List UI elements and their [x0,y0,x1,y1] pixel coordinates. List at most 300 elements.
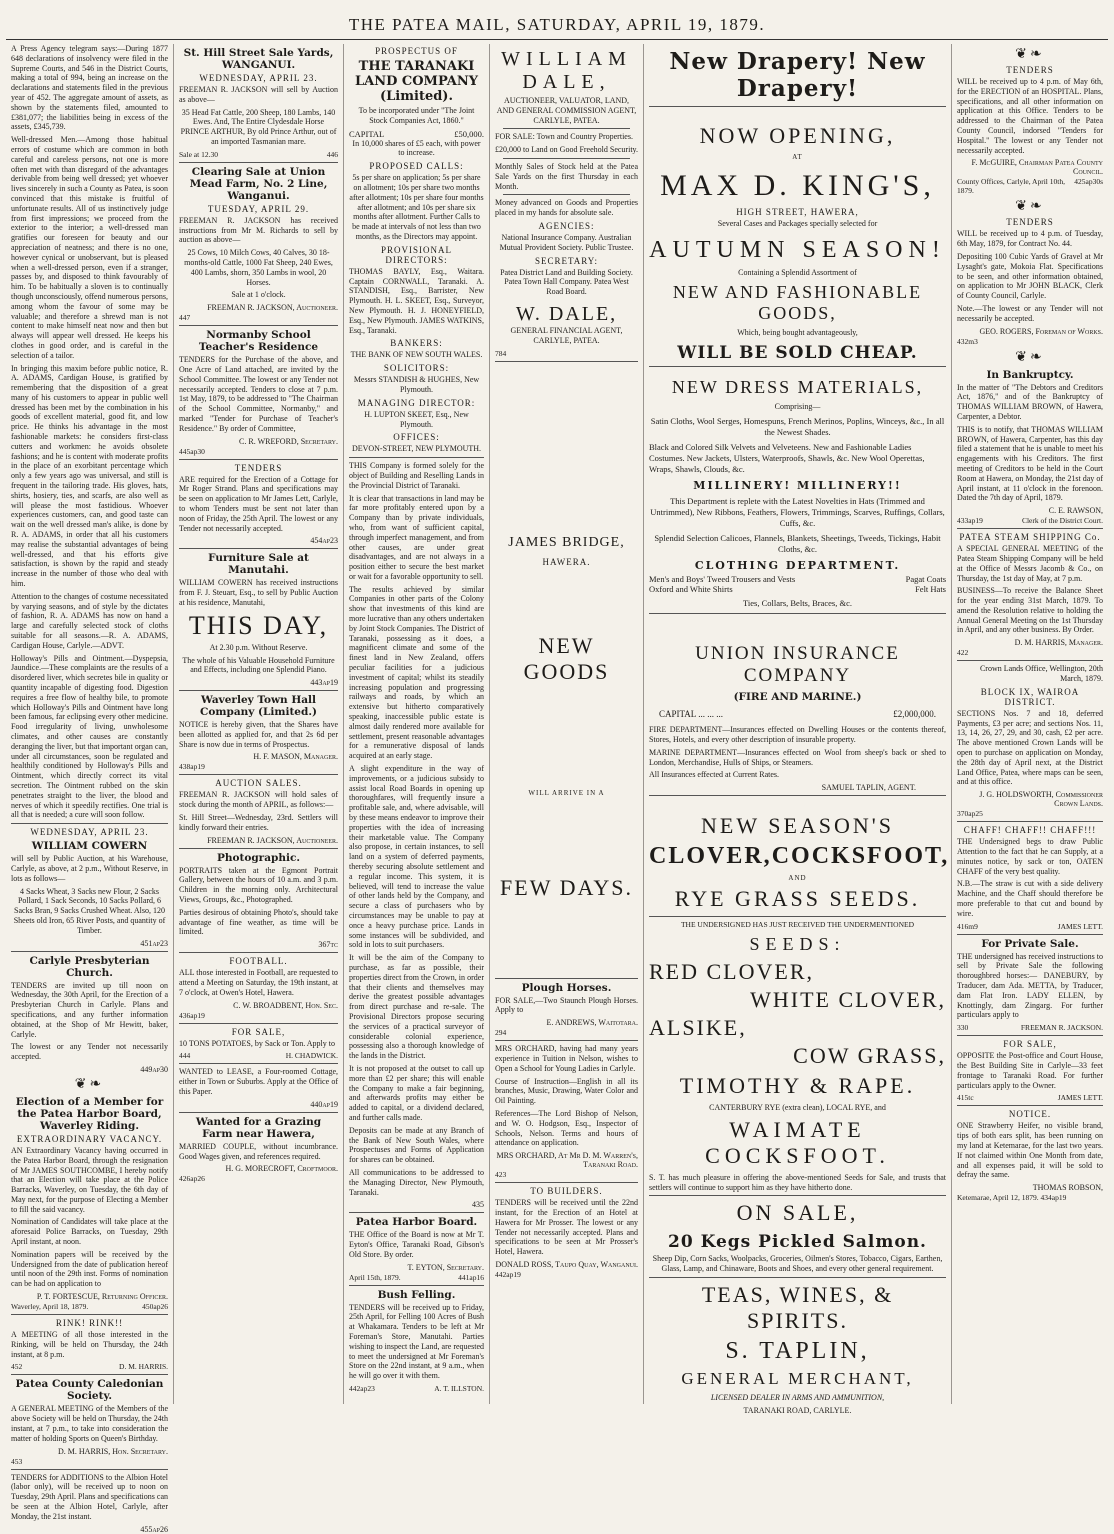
bankruptcy-heading: In Bankruptcy. [986,368,1074,381]
this-day: THIS DAY, [188,610,329,640]
capital-label: CAPITAL [349,128,385,139]
plough-paragraph: FOR SALE,—Two Staunch Plough Horses. Apply to [495,995,638,1015]
ref-code: 442ap19 [495,1269,521,1279]
block-paragraph: SECTIONS Nos. 7 and 18, deferred Payments, £3 per acre; and sections Nos. 11, 13, 14, 26, 27, 29, and 30, cash, £2 per acre. The above mentioned Crown Lands will be open to purchase on application on Monday, the 28th day of April next, at the District Land Office, Patea, where maps can be seen, and at this office. [957,708,1103,787]
divider [957,821,1103,822]
spacer [495,365,638,517]
vacancy-heading: EXTRAORDINARY VACANCY. [16,1133,163,1144]
clover-row [649,843,950,870]
crown-lands-line: Crown Lands Office, Wellington, 20th March, 1879. [979,664,1103,684]
column-2 [174,44,344,1404]
opening-heading: NOW OPENING, [699,123,896,148]
seeds-label: SEEDS: [749,933,846,954]
body-paragraph-1: THIS Company is formed solely for the object of Building and Reselling Lands in the Provincial District of Taranaki. [349,461,484,490]
clearing-ref [179,313,338,322]
private-sale-heading: For Private Sale. [981,937,1079,950]
normanby-paragraph: TENDERS for the Purchase of the above, and One Acre of Land attached, are invited by the School Committee. The lowest or any Tender not necessarily accepted. Tenders to close at 7 p.m. 1st May, 1879, to be addressed to "The Chairman of the School Committee, Normanby," and marked "Tender for Purchase of Teacher's Residence." By order of Committee, [179,355,338,433]
bankruptcy-signature: C. E. RAWSON, [1048,506,1103,516]
clearing-paragraph: FREEMAN R. JACKSON has received instructions from Mr M. Richards to sell by auction as above— [179,215,338,245]
harbor-signature: T. EYTON, Secretary. [407,1262,484,1272]
waverley-heading: Waverley Town Hall Company (Limited.) [200,694,317,719]
farm-heading: Wanted for a Grazing Farm near Hawera, [195,1115,322,1140]
md-heading: MANAGING DIRECTOR: [357,397,476,408]
auction-signature: FREEMAN R. JACKSON, Auctioneer. [207,835,338,845]
normanby-heading: Normanby School Teacher's Residence [198,329,319,354]
divider [649,795,946,796]
ornament: ❦❧ [74,1076,105,1092]
high-street: HIGH STREET, HAWERA, [736,207,859,217]
alsike: ALSIKE, [649,1014,747,1040]
ref-signature: Clerk of the District Court. [1021,516,1103,526]
caledonian-signature: D. M. HARRIS, Hon. Secretary. [58,1446,168,1456]
cowern-paragraph: will sell by Public Auction, at his Warehouse, Carlyle, as above, at 2 p.m., Without Reserve, in lots as follows— [11,854,168,883]
arrive-label: WILL ARRIVE IN A [528,788,605,797]
agencies-heading: AGENCIES: [538,220,595,231]
spacer [649,799,946,809]
divider [649,1277,946,1278]
column-5 [644,44,952,1415]
photo-ref: 367tc [318,940,338,950]
sale-date: WEDNESDAY, APRIL 23. [30,827,149,838]
plough-ref [495,1028,638,1037]
holloway-paragraph: Holloway's Pills and Ointment.—Dyspepsia, Jaundice.—These complaints are the results of a disordered liver, which secretes bile in quality or quantity incapable of digesting food. Digestion requires a free flow of healthy bile, to promote which Holloway's Pills and Ointment have long been famous, far eclipsing every other medicine. Food irregularity of living, unwholesome climates, and other causes are constantly deranging the liver, but that important organ can, under all circumstances, soon be regulated and healthily conditioned by Holloway's Pills and Ointment, which directly correct its vital secretion. The Ointment rubbed on the skin penetrates straight to the liver, the blood and nerves of which it speedily rectifies. One trial is all that is needed; a cure will soon follow. [11,653,168,820]
tenders2-paragraph-3: Note.—The lowest or any Tender will not necessarily be accepted. [957,303,1103,323]
ref-code: 444 [179,1051,191,1061]
harbor-ref [349,1273,484,1282]
kegs-salmon: 20 Kegs Pickled Salmon. [668,1232,927,1253]
steam-paragraph: A SPECIAL GENERAL MEETING of the Patea Steam Shipping Company will be held at the Office of Messrs Jacomb & Co., on Thursday, the 1st day of May, at 7 p.m. [957,544,1103,583]
wanted-paragraph: WANTED to LEASE, a Four-roomed Cottage, either in Town or Suburbs. Apply at the Office of this Paper. [179,1067,338,1097]
orchard-paragraph: MRS ORCHARD, having had many years experience in Tuition in Nelson, wishes to Open a School for Young Ladies in Carlyle. [495,1044,638,1073]
potatoes-ref [179,1051,338,1060]
farm-paragraph: MARRIED COUPLE, without incumbrance. Good Wages given, and references required. [179,1141,338,1161]
builders-signature: DONALD ROSS, Taupo Quay, Wanganui. [495,1259,638,1269]
block-heading: BLOCK IX, WAIROA DISTRICT. [980,686,1080,707]
ref-code: 416m9 [957,921,978,931]
ref-code: 446 [326,149,338,159]
timothy-rape: TIMOTHY & RAPE. [679,1072,916,1098]
furniture-time: At 2.30 p.m. Without Reserve. [209,642,308,652]
divider [649,1195,946,1196]
church-ref: 449ap30 [140,1064,168,1074]
insolvency-paragraph: A Press Agency telegram says:—During 1877 648 declarations of insolvency were filed in the Supreme Courts, and 546 in the District Courts, making a total of 994, being an increase on the declarations and statements filed in the previous year of 452. The aggregate amount of assets, as shown by the statements filed, amounted to £381,077; the liabilities being in excess of the assets, £345,739. [11,44,168,132]
columns [6,44,1108,1534]
sale-time: Sale at 12.30 [179,149,218,159]
spacer [495,917,638,975]
capital-row [349,129,484,139]
body-paragraph-6: It is not proposed at the outset to call up more than £2 per share; this will enable the Company to make a fair beginning, and afterwards profits may either be added to capital, or a dividend declared, and further calls made. [349,1063,484,1122]
farm-ref [179,1174,338,1183]
several-cases: Several Cases and Packages specially selected for [717,219,878,228]
notice-signature: THOMAS ROBSON, [1032,1183,1103,1193]
caledonian-paragraph: A GENERAL MEETING of the Members of the above Society will be held on Thursday, the 24th instant, at 7 p.m., to take into consideration the matter of holding Sports on Queen's Birthday. [11,1404,168,1443]
ornament: ❦❧ [1015,47,1045,62]
divider [179,774,338,775]
bankers-paragraph: THE BANK OF NEW SOUTH WALES. [350,350,483,360]
divider [649,916,946,917]
secretary-paragraph: Patea District Land and Building Society. Patea Town Hall Company. Patea West Road Board. [500,267,633,297]
max-king-name: MAX D. KING'S, [660,169,935,202]
sold-cheap: WILL BE SOLD CHEAP. [677,343,918,364]
steam-paragraph-2: BUSINESS—To receive the Balance Sheet for the year ending 31st March, 1879. To amend the Resolution relative to holding the Annual General Meeting on the 1st Thursday in April, and any other business. By Order. [957,586,1103,635]
orchard-paragraph-2: Course of Instruction—English in all its branches, Music, Drawing, Water Color and Oil Painting. [495,1076,638,1106]
divider [349,457,484,458]
sale-yards-list: 35 Head Fat Cattle, 200 Sheep, 180 Lambs, 140 Ewes. And, The Entire Clydesdale Horse PRINCE ARTHUR, By old Prince Arthur, out of an imported Tasmanian mare. [180,107,337,146]
ref-code: 423 [495,1170,507,1180]
body-paragraph-7: Deposits can be made at any Branch of the Bank of New South Wales, where Prospectuses and Forms of Application for shares can be obtained. [349,1125,484,1165]
clothing-heading: CLOTHING DEPARTMENT. [694,559,901,573]
election-heading: Election of a Member for the Patea Harbor Board, Waverley Riding. [15,1095,164,1132]
tenders2-heading: TENDERS [1006,217,1054,228]
notice-paragraph: ONE Strawberry Heifer, no visible brand, tips of both ears split, has been running on my land at Ketemarae, for the last two years. If not claimed within One Month from date, and all expenses paid, it will be sold to defray the same. [957,1121,1103,1180]
clothing-row-3: Ties, Collars, Belts, Braces, &c. [743,598,852,609]
tenders1-ref [957,177,1103,195]
comprising-label: Comprising— [774,402,821,412]
ref-signature: JAMES LETT. [1057,1093,1103,1103]
tenders1-heading: TENDERS [1006,65,1054,75]
divider [179,162,338,163]
caledonian-ref [11,1457,168,1466]
clover-word: CLOVER, [649,843,772,870]
notice-heading: NOTICE. [1008,1109,1052,1120]
chaff-paragraph: THE Undersigned begs to draw Public Attention to the fact that he can Supply, at a minutes notice, by sack or ton, OATEN CHAFF of the very best quality. [957,837,1103,876]
divider [11,951,168,952]
divider [495,978,638,979]
calls-paragraph: 5s per share on application; 5s per share on allotment; 10s per share two months after allotment; 10s per share four months after allotment; and 10s per share six months after allotment. Further Calls to be made at intervals of not less than two months, as the Directors may appoint. [349,173,484,241]
column-1 [6,44,174,1534]
ref-code: 433ap19 [957,516,983,526]
cow-grass: COW GRASS, [793,1042,946,1068]
potatoes-heading: FOR SALE, [231,1026,286,1037]
bush-ref [349,1384,484,1393]
clothing-item: Oxford and White Shirts [649,584,733,595]
cowern-ref: 451ap23 [140,938,168,948]
steam-ref [957,648,1103,657]
block-signature: J. G. HOLDSWORTH, Commissioner Crown Lands. [979,790,1103,809]
ref-code: 294 [495,1028,507,1038]
auction-paragraph-2: St. Hill Street—Wednesday, 23rd. Settlers will kindly forward their entries. [179,813,338,832]
company-name: THE TARANAKI LAND COMPANY (Limited). [354,59,479,104]
clothing-item: Felt Hats [915,584,946,595]
church-heading: Carlyle Presbyterian Church. [29,954,150,979]
well-dressed-paragraph: Well-dressed Men.—Among those habitual errors of costume which are common in both careful and careless persons, not one is more often met with than disregard of the advantages derivable from being well dressed; yet whoever lives sincerely in such a County as Patea, is soon convinced that this mistake is fruitful of unfortunate results. All of us instinctively judge from first impressions; we proceed from the exterior to the interior; a well-dressed man gratifies our foreseen for beauty and our appreciation of neatness; and there is no one, however cynical or unobservant, but is pleased when a well-dressed person, even if a stranger, passes by, and disposed to think favourably of him. To be habitually a sloven is to continually though unconsciously, offend numerous persons, among whom the favour of some may be valuable; and therefore a shrewd man is not content to make himself neat now and then but always will appear well dressed. He keeps his clothes in good order, and is careful in the selection of a tailor. [11,135,168,360]
column-6 [952,44,1108,1404]
solicitors-heading: SOLICITORS: [383,363,450,374]
ref-code: 784 [495,348,507,358]
body-paragraph-8: All communications to be addressed to the Managing Director, New Plymouth, Taranaki. [349,1167,484,1197]
dale-name: WILLIAM DALE, [501,48,632,93]
rye-grass: RYE GRASS SEEDS. [674,886,921,912]
body-paragraph-2: It is clear that transactions in land may be far more profitably entered upon by a Company than by private individuals, who, from want of sufficient capital, through imperfect management, and from other causes, are under great disadvantages, and are not always in a position either to secure the best market or wait for a favorable opportunity to sell. [349,493,484,581]
football-ref [179,1011,338,1020]
private-sale-paragraph: THE undersigned has received instructions to sell by Private Sale the following thoroughbred horses:— DANEBURY, by Traducer, dam Ada. METTA, by Traducer, dam Flat Iron. LADY ELLEN, by Knottingly, dam Zingarg. For further particulars apply to [957,951,1103,1020]
election-paragraph-3: Nomination papers will be received by the Undersigned from the date of publication hereof until noon of the 29th inst. Forms of nomination can be had on application to [11,1249,168,1289]
ref-code: 445ap30 [179,446,205,456]
agencies-paragraph: National Insurance Company. Australian Mutual Provident Society. Public Trustee. [499,232,634,252]
divider [957,528,1103,529]
hawera-label: HAWERA. [542,556,591,567]
tenders-heading: TENDERS [234,462,283,473]
divider [495,1182,638,1183]
church-paragraph-2: The lowest or any Tender not necessarily accepted. [11,1042,168,1062]
clothing-item: Pagat Coats [905,574,946,585]
potatoes-paragraph: 10 TONS POTATOES, by Sack or Ton. Apply to [179,1038,335,1048]
cowern-name: WILLIAM COWERN [31,840,148,853]
tenders-paragraph: ARE required for the Erection of a Cottage for Mr Roger Strand. Plans and specifications may be seen on application to Mr James Lett, Carlyle, to whom Tenders must be sent not later than noon of Friday, the 25th April. The lowest or any Tender not necessarily accepted. [179,474,338,533]
millinery-paragraph: This Department is replete with the Latest Novelties in Hats (Trimmed and Untrimmed), New Ribbons, Feathers, Flowers, Trimmings, Scarves, Ruffings, Collars, Cuffs, &c. [650,496,945,529]
ref-code: 426ap26 [179,1174,205,1184]
clothing-row-1 [649,574,946,584]
caledonian-heading: Patea County Caledonian Society. [15,1378,164,1403]
divider [179,690,338,691]
spacer [495,799,638,859]
union-rates: All Insurances effected at Current Rates. [649,770,780,780]
red-clover: RED CLOVER, [649,958,814,984]
ref-code: 452 [11,1362,23,1372]
ref-code: 442ap23 [349,1384,375,1394]
directors-heading: PROVISIONAL DIRECTORS: [380,244,452,265]
prospectus-label: PROSPECTUS OF [375,46,458,56]
ref-code: 370ap25 [957,809,983,819]
rink-paragraph: A MEETING of all those interested in the Rinking, will be held on Thursday, the 24th instant, at 8 p.m. [11,1330,168,1359]
ornament: ❦❧ [1015,349,1045,365]
ref-signature: FREEMAN R. JACKSON. [1020,1023,1103,1033]
furniture-heading: Furniture Sale at Manutahi. [208,552,309,577]
orchard-paragraph-3: References—The Lord Bishop of Nelson, and W. O. Hodgson, Esq., Inspector of Schools, Nelson. Terms and hours of attendance on application. [495,1108,638,1148]
union-heading: UNION INSURANCE COMPANY [695,643,900,687]
column-3 [344,44,490,1404]
tenders2-ref [957,337,1103,346]
clearing-date: TUESDAY, APRIL 29. [207,203,310,214]
wdale-ref [495,349,638,358]
ref-signature: H. CHADWICK. [285,1051,338,1061]
clothing-row-2 [649,584,946,594]
at-label: AT [792,153,803,161]
union-marine: MARINE DEPARTMENT—Insurances effected on Wool from sheep's back or shed to London, Merchandise, Hulls of Ships, or Steamers. [649,747,946,767]
new-seasons: NEW SEASON'S [701,813,894,839]
photo-paragraph-2: Parties desirous of obtaining Photo's, should take advantage of fine weather, as time will be limited. [179,907,338,937]
offices-paragraph: DEVON-STREET, NEW PLYMOUTH. [351,444,482,454]
ref-code: 422 [957,648,969,658]
divider [179,1023,338,1024]
body-paragraph-3: The results achieved by similar Companies in other parts of the Colony show that investments of this kind are more lucrative than any others undertaken by Joint Stock Companies. The District of Taranaki, possessing as it does, a magnificent climate and some of the finest land in New Zealand, offers peculiar facilities for a judicious investment of capital; whilst its steadily increasing population and progressing railways and roads, by which an extensive but hitherto comparatively speaking, inaccessible public estate is almost daily rendered more available for settlement, present reasonable advantages for a remunerative disposal of lands acquired at an early stage. [349,584,484,761]
furniture-paragraph-2: The whole of his Valuable Household Furniture and Effects, including one Splendid Piano. [182,655,335,675]
chaff-heading: CHAFF! CHAFF!! CHAFF!!! [963,825,1097,836]
divider [495,1040,638,1041]
divider [179,325,338,326]
divider [11,1374,168,1375]
tenders1-paragraph: WILL be received up to 4 p.m. of May 6th, for the ERECTION of an HOSPITAL. Plans, specifications, and all other information on application at this Office. Tenders to be addressed to the Chairman of the Patea County Council, indorsed "Tenders for Hospital." The lowest or any Tender not necessarily accepted. [957,77,1103,155]
ref-code: 450ap26 [142,1302,168,1312]
dale-paragraph: AUCTIONEER, VALUATOR, LAND, AND GENERAL COMMISSION AGENT, CARLYLE, PATEA. [496,96,637,125]
autumn-season: AUTUMN SEASON! [649,236,946,263]
canterbury-line: CANTERBURY RYE (extra clean), LOCAL RYE, and [709,1102,886,1112]
divider [11,1469,168,1470]
site-sale-heading: FOR SALE, [1003,1039,1057,1050]
union-fire: FIRE DEPARTMENT—Insurances effected on Dwelling Houses or the contents thereof, Stores, Hotels, and every other description of insurable property. [649,725,946,744]
solicitors-paragraph: Messrs STANDISH & HUGHES, New Plymouth. [353,375,480,394]
ref-date: Ketemarae, April 12, 1879. 434ap19 [957,1193,1067,1203]
photo-heading: Photographic. [216,851,301,864]
football-signature: C. W. BROADBENT, Hon. Sec. [233,1000,338,1010]
divider [503,194,630,195]
and-label: AND [788,874,807,883]
capital-value: £50,000. [454,128,484,139]
dale-sale: FOR SALE: Town and Country Properties. [495,132,633,142]
bought-label: Which, being bought advantageously, [737,327,858,337]
divider [349,1285,484,1286]
tenders-ref: 454ap23 [310,536,338,546]
ref-date: Waverley, April 18, 1879. [11,1302,89,1312]
harbor-paragraph: THE Office of the Board is now at Mr T. Eyton's Office, Taranaki Road, Gibson's Old Store. By order. [349,1230,484,1259]
plough-heading: Plough Horses. [521,981,612,994]
dress-list: Satin Cloths, Wool Serges, Homespuns, French Merinos, Poplins, Winceys, &c., In all the Newest Shades. [650,416,945,438]
body-paragraph-4: A slight expenditure in the way of improvements, or a judicious subsidy to assist local Road Boards in opening up thoroughfares, will frequently insure a profitable sale, and, where advisable, will by these means endeavor to improve their properties with the idea of increasing their marketable value. The Company also propose, in certain instances, to sell land on a system of deferred payments, thereby securing absolute settlement and a regular income. This system, it is believed, will tend to increase the value of other lands held by the Company, and secure a class of purchasers who by circumstances may be unable to pay at once a heavy purchase price. Lands in some instances will be subdivided, and sold in lots to suit purchasers. [349,764,484,950]
ref-code: 447 [179,313,191,323]
bush-paragraph: TENDERS will be received up to Friday, 25th April, for Felling 100 Acres of Bush at Whakamara. Tenders to be left at Mr Foreman's Store, Manutahi. Parties wishing to inspect the Land, are requested to meet the undersigned at Mr Foreman's Store on the 22nd instant, at 9 a.m., when he will go over it with them. [349,1302,484,1381]
clearing-signature: FREEMAN R. JACKSON, Auctioneer. [207,303,338,313]
furniture-ref: 443ap19 [310,678,338,688]
dale-money: Money advanced on Goods and Properties placed in my hands for absolute sale. [495,198,638,218]
ref-signature: JAMES LETT. [1057,921,1103,931]
bankers-heading: BANKERS: [390,338,443,349]
body-paragraph-5: It will be the aim of the Company to purchase, as far as possible, their properties direct from the Crown, in order that their clients and themselves may derive the greatest possible advantages from direct purchase and re-sale. The Provisional Directors propose securing the services of a practical surveyor of considerable colonial experience, possessing also a thorough knowledge of the lands in the District. [349,953,484,1061]
few-days: FEW DAYS. [500,874,633,900]
teas-wines: TEAS, WINES, & SPIRITS. [701,1281,894,1333]
divider [957,934,1103,935]
ornament: ❦❧ [1015,199,1045,215]
divider [649,106,946,107]
ref-signature: D. M. HARRIS. [119,1362,168,1372]
spacer [649,617,946,639]
clearing-list: 25 Cows, 10 Milch Cows, 40 Calves, 30 18-months-old Cattle, 1000 Fat Sheep, 240 Ewes, 400 Lambs, shorn, 350 Lambs in wool, 20 Horses. [184,248,333,287]
auction-paragraph: FREEMAN R. JACKSON will hold sales of stock during the month of APRIL, as follows:— [179,790,338,810]
masthead: THE PATEA MAIL, SATURDAY, APRIL 19, 1879. [6,0,1108,40]
ref-code: 415tc [957,1093,974,1103]
sale-yards-date: WEDNESDAY, APRIL 23. [199,73,318,83]
divider [179,1063,338,1064]
column-4 [490,44,644,1404]
waimate-cocksfoot: WAIMATE COCKSFOOT. [705,1116,890,1168]
white-clover: WHITE CLOVER, [750,986,946,1012]
ref-code: 330 [957,1023,969,1033]
furniture-paragraph: WILLIAM COWERN has received instructions from F. J. Steuart, Esq., to sell by Public Auction at his residence, Manutahi, [179,578,338,607]
fashionable-goods: NEW AND FASHIONABLE GOODS, [672,281,923,323]
bush-heading: Bush Felling. [377,1288,456,1301]
cowern-list: 4 Sacks Wheat, 3 Sacks new Flour, 2 Sacks Pollard, 1 Sack Seconds, 10 Sacks Pollard, 6 Sacks Bran, 9 Sacks Crushed Wheat. Also, 120 Sheets old Iron, 65 River Posts, and quantity of Timber. [13,886,166,935]
private-sale-ref [957,1023,1103,1032]
adams-stock-paragraph: Attention to the changes of costume necessitated by varying seasons, and of style by the dictates of fashion, R. A. ADAMS has now on hand a large and carefully selected stock of cloths suitable for all seasons.—R. A. ADAMS, Cardigan House, Carlyle.—ADVT. [11,591,168,650]
builders-ref [495,1270,638,1279]
ref-code: 432m3 [957,336,978,346]
ref-code: 425ap30s [1074,177,1103,187]
wdale-paragraph: GENERAL FINANCIAL AGENT, CARLYLE, PATEA. [510,325,623,345]
albion-paragraph: TENDERS for ADDITIONS to the Albion Hotel (labor only), will be received up to noon on Tuesday, 29th April. Plans and specifications can be seen at the Albion Hotel, Carlyle, after Monday, the 21st instant. [11,1472,168,1521]
union-capital [659,709,936,719]
tenders2-signature: GEO. ROGERS, Foreman of Works. [979,326,1103,336]
union-sub: (FIRE AND MARINE.) [733,691,862,704]
capital-label: CAPITAL ... ... ... [659,709,723,720]
ref-code: 441ap16 [458,1272,484,1282]
site-sale-ref [957,1093,1103,1102]
tenders2-paragraph-2: Depositing 100 Cubic Yards of Gravel at Mr Lysaght's gate, Mokoia Flat. Specifications to be seen, and other information obtained, on application to Mr JOHN BLACK, Clerk of County Council, Carlyle. [957,251,1103,301]
tenders2-paragraph: WILL be received up to 4 p.m. of Tuesday, 6th May, 1879, for Contract No. 44. [957,229,1103,249]
bridge-name: JAMES BRIDGE, [508,534,625,550]
dale-monthly: Monthly Sales of Stock held at the Patea Sale Yards on the first Thursday in each Month. [495,161,638,191]
act-paragraph: To be incorporated under "The Joint Stock Companies Act, 1860." [358,106,475,125]
normanby-signature: C. R. WREFORD, Secretary. [239,436,338,446]
rink-heading: RINK! RINK!! [55,1318,124,1329]
calls-heading: PROPOSED CALLS: [369,161,464,172]
spacer [495,701,638,787]
builders-paragraph: TENDERS will be received until the 22nd instant, for the Erection of an Hotel at Hawera for Mr Prosser. The lowest or any Tender not necessarily accepted. Plans and specifications to be seen at Mr Prosser's Hotel, Hawera. [495,1198,638,1257]
dress-materials-heading: NEW DRESS MATERIALS, [671,377,924,398]
clothing-item: Men's and Boys' Tweed Trousers and Vests [649,574,796,585]
farm-signature: H. G. MORECROFT, Croftmoor. [225,1164,338,1174]
auction-heading: AUCTION SALES. [215,778,302,789]
divider [503,128,630,129]
ref-code: 453 [11,1456,23,1466]
bankruptcy-paragraph-2: THIS is to notify, that THOMAS WILLIAM BROWN, of Hawera, Carpenter, has this day filed a statement that he is unable to meet his engagements with his Creditors. The first meeting of Creditors to be held in the Court Room at Hawera, on Monday, the 21st day of April instant, at 11 o'clock in the forenoon. Dated the 7th day of April, 1879. [957,424,1103,503]
sheep-dip-paragraph: Sheep Dip, Corn Sacks, Woolpacks, Groceries, Oilmen's Stores, Tobacco, Cigars, Earthen, Glass, Lamp, and Chinaware, Boots and Shoes, and every other general requirement. [652,1254,943,1274]
photo-paragraph: PORTRAITS taken at the Egmont Portrait Gallery, between the hours of 10 a.m. and 3 p.m. Children in the morning only. Architectural Views, Groups, &c., Photographed. [179,865,338,905]
clearing-time: Sale at 1 o'clock. [231,290,286,300]
steam-heading: PATEA STEAM SHIPPING Co. [959,532,1101,543]
chaff-ref [957,922,1103,931]
fortescue-signature: P. T. FORTESCUE, Returning Officer. [36,1292,168,1302]
plough-signature: E. ANDREWS, Waitotara. [546,1018,638,1028]
taplin-name: S. TAPLIN, [725,1337,870,1364]
licensed-line: LICENSED DEALER IN ARMS AND AMMUNITION, [710,1392,885,1402]
waverley-paragraph: NOTICE is hereby given, that the Shares have been allotted as applied for, and that 2s 6d per Share is now due in terms of Prospectus. [179,720,338,749]
containing-label: Containing a Splendid Assortment of [738,267,857,277]
orchard-signature: MRS ORCHARD, At Mr D. M. Warren's, Taranaki Road. [496,1151,638,1170]
calicoes-paragraph: Splendid Selection Calicoes, Flannels, Blankets, Sheetings, Tweeds, Tickings, Habit Cloths, &c. [654,533,941,555]
ref-code: 436ap19 [179,1010,205,1020]
merchant-label: GENERAL MERCHANT, [681,1368,914,1388]
harbor-heading: Patea Harbor Board. [355,1216,478,1229]
ref-date: County Offices, Carlyle, April 10th, 1879. [957,177,1065,196]
block-ref [957,809,1103,818]
directors-paragraph: THOMAS BAYLY, Esq., Waitara. Captain CORNWALL, Taranaki. A. STANDISH, Esq., Barrister, New Plymouth. H. L. SKEET, Esq., Surveyor, New Plymouth. H. J. HONEYFIELD, Esq., New Plymouth. JAMES WATKINS, Esq., Taranaki. [349,266,484,335]
divider [179,1112,338,1113]
divider [503,158,630,159]
orchard-ref [495,1170,638,1179]
undersigned-line: THE UNDERSIGNED HAS JUST RECEIVED THE UNDERMENTIONED [680,920,915,930]
divider [349,1212,484,1213]
new-goods: NEW GOODS [523,632,610,684]
clearing-heading: Clearing Sale at Union Mead Farm, No. 2 Line, Wanganui. [189,165,328,202]
cocksfoot-word: COCKSFOOT, [771,843,950,870]
offices-heading: OFFICES: [393,432,440,443]
on-sale: ON SALE, [736,1200,859,1226]
site-sale-paragraph: OPPOSITE the Post-office and Court House, the Best Building Site in Carlyle—33 feet frontage to Taranaki Road. For further particulars apply to the Owner. [957,1051,1103,1090]
normanby-ref [179,447,338,456]
bankruptcy-paragraph: In the matter of "The Debtors and Creditors Act, 1876," and of the Bankruptcy of THOMAS WILLIAM BROWN, of Hawera, Carpenter, a Debtor. [957,382,1103,421]
body-ref: 435 [472,1200,484,1210]
waverley-signature: H. F. MASON, Manager. [253,752,338,762]
wanted-ref: 440ap19 [310,1099,338,1109]
ref-date: April 15th, 1879. [349,1272,401,1282]
divider [11,823,168,824]
union-signature: SAMUEL TAPLIN, AGENT. [821,783,916,793]
millinery-heading: MILLINERY! MILLINERY!! [693,479,902,493]
capital-value: £2,000,000. [893,709,936,720]
silk-list: Black and Colored Silk Velvets and Velveteens. New and Fashionable Ladies Costumes. New Jackets, Ulsters, Waterproofs, Shawls, &c. New Wool Operettas, Wraps, Shawls, Clouds, &c. [649,442,925,475]
bankruptcy-ref [957,516,1103,525]
rink-ref [11,1362,168,1371]
divider [11,1314,168,1315]
